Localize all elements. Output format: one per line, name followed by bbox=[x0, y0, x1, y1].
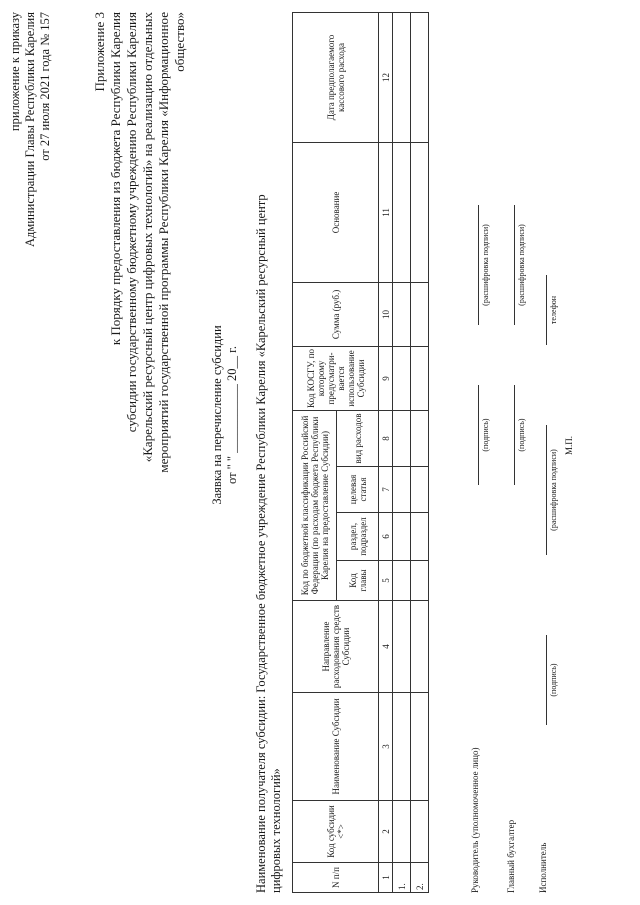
head-signature-line[interactable] bbox=[478, 385, 479, 485]
procedure-line-3: «Карельский ресурсный центр цифровых технологий» на реализацию отдельных bbox=[140, 12, 155, 463]
executor-signature-line[interactable] bbox=[546, 635, 547, 725]
header-direction: Направление расходования средств Субсидии bbox=[293, 601, 379, 693]
header-chapter: Код главы bbox=[337, 561, 379, 601]
head-signature-caption: (подпись) bbox=[481, 418, 490, 452]
accountant-name-caption: (расшифровка подписи) bbox=[517, 224, 526, 306]
table-cell[interactable] bbox=[411, 801, 429, 863]
table-cell[interactable] bbox=[411, 12, 429, 142]
table-cell[interactable] bbox=[411, 513, 429, 561]
table-row bbox=[393, 12, 411, 892]
procedure-line-4: мероприятий государственной программы Республики Карелия «Информационное bbox=[156, 12, 171, 473]
column-number: 3 bbox=[379, 693, 393, 801]
header-sum: Сумма (руб.) bbox=[293, 282, 379, 346]
header-budget-classification: Код по бюджетной классификации Российской Федерации (по расходам бюджета Республики Карелия на предоставление Субсидии) bbox=[293, 410, 337, 600]
table-cell[interactable] bbox=[393, 142, 411, 282]
row-label: 2. bbox=[411, 863, 429, 893]
header-num: N п/п bbox=[293, 863, 379, 893]
order-reference bbox=[8, 12, 53, 432]
appendix-label: Приложение 3 bbox=[92, 12, 107, 92]
executor-name-line[interactable] bbox=[546, 425, 547, 555]
table-cell[interactable] bbox=[411, 346, 429, 410]
column-number: 2 bbox=[379, 801, 393, 863]
column-number: 7 bbox=[379, 467, 393, 513]
column-number: 6 bbox=[379, 513, 393, 561]
table-cell[interactable] bbox=[393, 346, 411, 410]
subsidy-table bbox=[292, 12, 429, 893]
procedure-line-2: субсидии государственному бюджетному учреждению Республики Карелия bbox=[124, 12, 139, 433]
header-expense: вид расходов bbox=[337, 410, 379, 466]
order-line-3: от 27 июля 2021 года № 157 bbox=[38, 12, 52, 161]
recipient-line-1: Наименование получателя субсидии: Государственное бюджетное учреждение Республики Карелия «Карельский ресурсный центр bbox=[254, 194, 268, 893]
table-cell[interactable] bbox=[393, 561, 411, 601]
table-cell[interactable] bbox=[411, 467, 429, 513]
column-number: 5 bbox=[379, 561, 393, 601]
table-cell[interactable] bbox=[393, 513, 411, 561]
recipient-block bbox=[254, 13, 284, 893]
head-label: Руководитель (уполномоченное лицо) bbox=[470, 747, 480, 893]
column-number: 12 bbox=[379, 12, 393, 142]
form-title: Заявка на перечисление субсидии bbox=[210, 325, 224, 505]
header-section: раздел, подраздел bbox=[337, 513, 379, 561]
procedure-line-5: общество» bbox=[172, 12, 187, 72]
table-cell[interactable] bbox=[411, 282, 429, 346]
accountant-signature-caption: (подпись) bbox=[517, 418, 526, 452]
column-number: 4 bbox=[379, 601, 393, 693]
column-number: 9 bbox=[379, 346, 393, 410]
executor-label: Исполнитель bbox=[538, 842, 548, 893]
procedure-line-1: к Порядку предоставления из бюджета Республики Карелия bbox=[108, 12, 123, 346]
column-number: 11 bbox=[379, 142, 393, 282]
table-cell[interactable] bbox=[411, 561, 429, 601]
header-name: Наименование Субсидии bbox=[293, 693, 379, 801]
header-code: Код субсидии <*> bbox=[293, 801, 379, 863]
table-cell[interactable] bbox=[393, 601, 411, 693]
telephone-line[interactable] bbox=[546, 275, 547, 345]
head-name-line[interactable] bbox=[478, 205, 479, 325]
order-line-2: Администрации Главы Республики Карелия bbox=[23, 12, 37, 248]
table-row bbox=[411, 12, 429, 892]
column-number: 10 bbox=[379, 282, 393, 346]
table-cell[interactable] bbox=[411, 693, 429, 801]
executor-signature-caption: (подпись) bbox=[549, 663, 558, 697]
table-cell[interactable] bbox=[393, 693, 411, 801]
column-number: 8 bbox=[379, 410, 393, 466]
executor-name-caption: (расшифровка подписи) bbox=[549, 449, 558, 531]
table-cell[interactable] bbox=[411, 601, 429, 693]
table-cell[interactable] bbox=[411, 142, 429, 282]
row-label: 1. bbox=[393, 863, 411, 893]
table-cell[interactable] bbox=[393, 12, 411, 142]
accountant-label: Главный бухгалтер bbox=[506, 819, 516, 893]
table-cell[interactable] bbox=[393, 801, 411, 863]
form-title-block bbox=[210, 225, 240, 605]
header-kosgu: Код КОСГУ, по которому предусматри-вается использование Субсидии bbox=[293, 346, 379, 410]
table-cell[interactable] bbox=[393, 282, 411, 346]
accountant-name-line[interactable] bbox=[514, 205, 515, 325]
order-line-1: приложение к приказу bbox=[8, 12, 22, 132]
procedure-reference bbox=[92, 12, 188, 712]
head-name-caption: (расшифровка подписи) bbox=[481, 224, 490, 306]
column-number: 1 bbox=[379, 863, 393, 893]
table-cell[interactable] bbox=[393, 467, 411, 513]
table-cell[interactable] bbox=[393, 410, 411, 466]
accountant-signature-line[interactable] bbox=[514, 385, 515, 485]
form-date-line: от " " ___________ 20__ г. bbox=[225, 346, 239, 484]
header-target: целевая статья bbox=[337, 467, 379, 513]
telephone-caption: телефон bbox=[549, 295, 558, 325]
table-cell[interactable] bbox=[411, 410, 429, 466]
header-basis: Основание bbox=[293, 142, 379, 282]
header-date: Дата предполагаемого кассового расхода bbox=[293, 12, 379, 142]
stamp-place: М.П. bbox=[564, 435, 574, 455]
recipient-line-2: цифровых технологий» bbox=[269, 768, 283, 893]
